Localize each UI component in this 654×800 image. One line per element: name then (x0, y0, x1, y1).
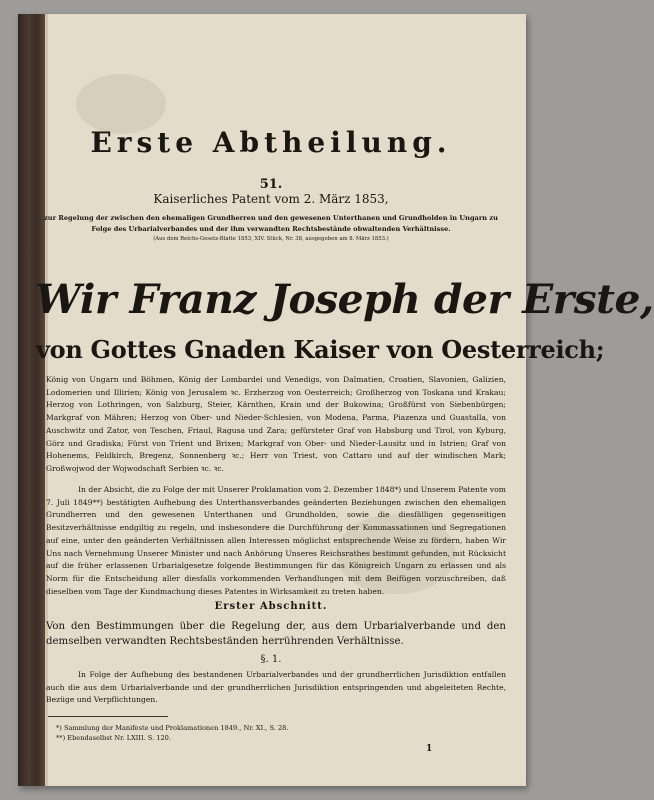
proclamation-heading: Wir Franz Joseph der Erste, (35, 276, 654, 323)
patent-title: Kaiserliches Patent vom 2. März 1853, (153, 192, 389, 206)
page-content (35, 14, 654, 786)
proclamation-subheading: von Gottes Gnaden Kaiser von Oesterreich; (36, 335, 605, 364)
imperial-titles: König von Ungarn und Böhmen, König der Lombardei und Venedigs, von Dalmatien, Croatien, Slavonien, Galizien, Lodomerien und Illirien; König von Jerusalem ꝛc. Erzherzog von Oesterreich; Großherzog von Toskana und Krakau; Herzog von Lothringen, von Salzburg, Steier, Kärnthen, Krain und der Bukowina; Großfürst von Siebenbürgen; Markgraf von Mähren; Herzog von Ober- und Nieder-Schlesien, von Modena, Parma, Piazenza und Guastalla, von Auschwitz und Zator, von Teschen, Friaul, Ragusa und Zara; gefürsteter Graf von Habsburg und Tirol, von Kyburg, Görz und Gradiska; Fürst von Trient und Brixen; Markgraf von Ober- und Nieder-Lausitz und in Istrien; Graf von Hohenems, Feldkirch, Bregenz, Sonnenberg ꝛc.; Herr von Triest, von Cattaro und auf der windischen Mark; Großwojwod der Wojwodschaft Serbien ꝛc. ꝛc. (46, 375, 506, 473)
intro-paragraph: In der Absicht, die zu Folge der mit Unserer Proklamation vom 2. Dezember 1848*) und Unserem Patente vom 7. Juli 1849**) bestätigten Aufhebung des Unterthansverbandes geänderten Beziehungen zwischen den ehemaligen Grundherren und den gewesenen Unterthanen und Grundholden, sowie die diesfälligen gegenseitigen Besitzverhältnisse endgiltig zu regeln, und insbesondere die Durchführung der Kommassationen und Segregationen auf eine, unter den geänderten Verhältnissen allen Interessen möglichst entsprechende Weise zu fördern, haben Wir Uns nach Vernehmung Unserer Minister und nach Anhörung Unseres Reichsrathes bestimmt gefunden, mit Rücksicht auf die früher erlassenen Urbarialgesetze folgende Bestimmungen für das Königreich Ungarn zu erlassen und als Norm für die Entscheidung aller diesfalls vorkommenden Verhandlungen mit dem Beifügen vorzuschreiben, daß dieselben vom Tage der Kundmachung dieses Patentes in Wirksamkeit zu treten haben. (46, 485, 506, 596)
footnote-2: **) Ebendaselbst Nr. LXIII. S. 120. (56, 734, 171, 742)
paper-stain (76, 74, 166, 134)
source-reference: (Aus dem Reichs-Gesetz-Blatte 1853, XIV. Stück, Nr. 38, ausgegeben am 8. März 1853.) (153, 236, 389, 242)
regulation-subtitle: zur Regelung der zwischen den ehemaligen Grundherren und den gewesenen Unterthanen und Grundholden in Ungarn zu Folge des Urbarialverbandes und der ihm verwandten Rechtsbestände obwaltenden Verhältnisse. (44, 214, 498, 233)
footnote-divider (48, 716, 168, 717)
section-heading: Erster Abschnitt. (214, 601, 328, 612)
paragraph-one-text: In Folge der Aufhebung des bestandenen Urbarialverbandes und der grundherrlichen Jurisdiktion entfallen auch die aus dem Urbarialverbande und der grundherrlichen Jurisdiktion entspringenden und abgeleiteten Rechte, Bezüge und Verpflichtungen. (46, 670, 506, 705)
paragraph-mark: §. 1. (260, 654, 282, 665)
law-number: 51. (259, 177, 283, 192)
page-number: 1 (426, 744, 433, 754)
section-subtitle: Von den Bestimmungen über die Regelung der, aus dem Urbarialverbande und den demselben verwandten Rechtsbeständen herrührenden Verhältnisse. (46, 621, 506, 647)
footnote-1: *) Sammlung der Manifeste und Proklamationen 1849., Nr. XI., S. 28. (56, 724, 289, 732)
section-title: Erste Abtheilung. (90, 126, 452, 159)
